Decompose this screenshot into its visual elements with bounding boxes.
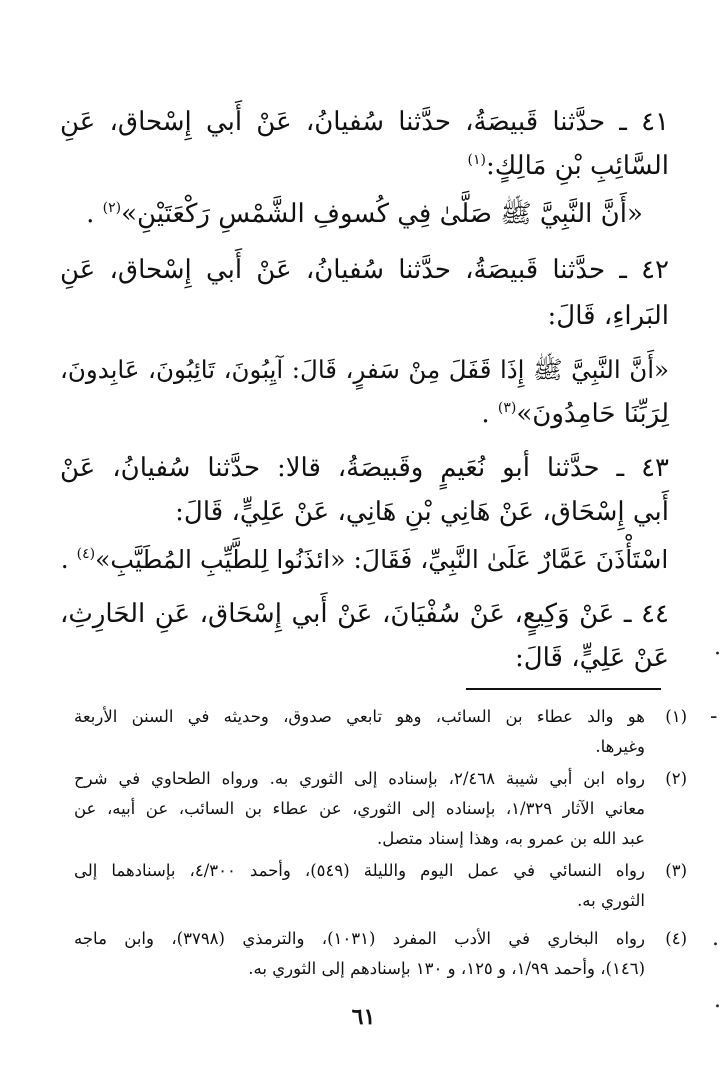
footnote-line: وغيرها. xyxy=(595,737,645,756)
hadith-43-line-2: أَبي إِسْحَاق، عَنْ هَانِي بْنِ هَانِي، عَنْ عَلِيٍّ، قَالَ: xyxy=(175,497,669,527)
scan-mark: - xyxy=(710,704,718,729)
footnote-line: عبد الله بن عمرو به، وهذا إسناد متصل. xyxy=(376,829,645,848)
footnote-ref-4: (٤) xyxy=(76,546,96,562)
footnote-line: رواه البخاري في الأدب المفرد (١٠٣١)، والترمذي (٣٧٩٨)، وابن ماجه xyxy=(74,929,645,948)
footnote-number: (٤) xyxy=(665,929,687,948)
hadith-44-line-2: عَنْ عَلِيٍّ، قَالَ: xyxy=(514,643,669,673)
page-number: ٦١ xyxy=(351,1004,376,1030)
hadith-41-line-2: السَّائِبِ بْنِ مَالِكٍ:$^{(١)}$ xyxy=(467,151,669,181)
hadith-42-text-line-1: «أَنَّ النَّبِيَّ ﷺ إِذَا قَفَلَ مِنْ سَفرٍ، قَالَ: آيِبُونَ، تَائِبُونَ، عَابِدونَ، xyxy=(60,355,669,384)
footnote-2 xyxy=(74,764,687,854)
footnote-line: هو والد عطاء بن السائب، وهو تابعي صدوق، وحديثه في السنن الأربعة xyxy=(74,707,645,726)
footnote-number: (١) xyxy=(665,707,687,726)
scan-mark: · xyxy=(714,642,721,667)
footnote-line: معاني الآثار ١/٣٢٩، بإسناده إلى الثوري، عن عطاء بن السائب، عن أبيه، عن xyxy=(74,799,645,818)
footnote-line: رواه النسائي في عمل اليوم والليلة (٥٤٩)، وأحمد ٤/٣٠٠، بإسنادهما إلى xyxy=(74,861,645,880)
footnote-line: (١٤٦)، وأحمد ١/٩٩، و ١٢٥، و ١٣٠ بإسنادهم إلى الثوري به. xyxy=(248,959,645,978)
footnote-line: رواه ابن أبي شيبة ٢/٤٦٨، بإسناده إلى الثوري به. ورواه الطحاوي في شرح xyxy=(74,769,645,788)
footnote-line: الثوري به. xyxy=(577,891,645,910)
hadith-41-line-1: ٤١ ـ حدَّثنا قَبيصَةُ، حدَّثنا سُفيانُ، عَنْ أَبي إِسْحاق، عَنِ xyxy=(60,107,669,137)
scan-mark: . xyxy=(712,926,719,951)
hadith-42-line-2: البَراءِ، قَالَ: xyxy=(547,301,669,331)
footnote-ref-3: (٣) xyxy=(497,400,517,416)
hadith-43-line-1: ٤٣ ـ حدَّثنا أبو نُعَيمٍ وقَبيصَةُ، قالا: حدَّثنا سُفيانُ، عَنْ xyxy=(60,453,669,483)
hadith-42-line-1: ٤٢ ـ حدَّثنا قَبيصَةُ، حدَّثنا سُفيانُ، عَنْ أَبي إِسْحاق، عَنِ xyxy=(60,255,669,285)
hadith-43-text: اسْتَأْذَنَ عَمَّارٌ عَلَىٰ النَّبِيِّ، فَقَالَ: «ائذَنُوا لِلطَّيِّبِ المُطَيَّبِ»$^{(٤)}$ . xyxy=(60,545,669,574)
hadith-44-line-1: ٤٤ ـ عَنْ وَكِيعٍ، عَنْ سُفْيَانَ، عَنْ أَبي إِسْحَاق، عَنِ الحَارِثِ، xyxy=(60,599,669,629)
scan-mark: . xyxy=(714,988,721,1013)
footnote-ref-2: (٢) xyxy=(102,200,122,216)
footnote-number: (٣) xyxy=(665,861,687,880)
footnote-3 xyxy=(74,856,687,916)
footnote-1 xyxy=(74,702,687,762)
footnote-ref-1: (١) xyxy=(467,152,486,168)
hadith-41-text: «أَنَّ النَّبِيَّ ﷺ صَلَّىٰ فِي كُسوفِ الشَّمْسِ رَكْعَتَيْنِ»$^{(٢)}$ . xyxy=(86,199,643,229)
footnote-number: (٢) xyxy=(665,769,687,788)
footnote-4 xyxy=(74,924,687,984)
footnote-separator xyxy=(466,688,661,690)
hadith-42-text-line-2: لِرَبِّنَا حَامِدُونَ»$^{(٣)}$ . xyxy=(481,399,669,429)
